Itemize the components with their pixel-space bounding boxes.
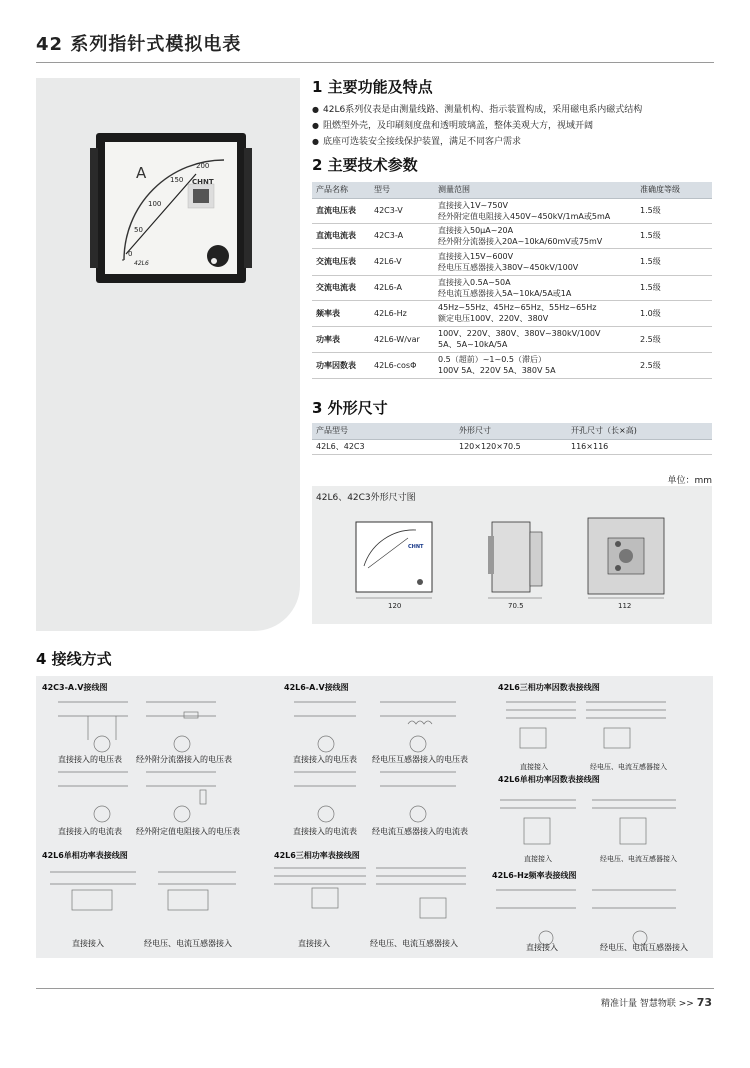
col-header: 开孔尺寸（长×高) bbox=[567, 423, 712, 439]
wiring-label: 直接接入的电压表 bbox=[293, 755, 357, 764]
table-row: 功率表 42L6-W/var 100V、220V、380V、380V~380kV/100V 5A、5A~10kA/5A 2.5级 bbox=[312, 326, 712, 352]
feature-list bbox=[312, 102, 712, 150]
footer-slogan: 精准计量 智慧物联 >> bbox=[601, 999, 694, 1009]
col-header: 外形尺寸 bbox=[455, 423, 567, 439]
page-number: 73 bbox=[696, 996, 712, 1009]
wiring-label: 直接接入的电流表 bbox=[293, 827, 357, 836]
wiring-lines bbox=[36, 676, 713, 958]
wiring-title-dc: 42C3-A.V接线图 bbox=[42, 683, 108, 692]
feature-item: ● 42L6系列仪表是由测量线路、测量机构、指示装置构成，采用磁电系内磁式结构 bbox=[312, 105, 643, 115]
feature-item: ● 阻燃型外壳，及印刷刻度盘和透明玻璃盖，整体美观大方，视域开阔 bbox=[312, 121, 594, 131]
wiring-label: 经电压互感器接入的电压表 bbox=[372, 755, 468, 764]
wiring-title-hz: 42L6-Hz频率表接线图 bbox=[492, 871, 577, 880]
table-row: 交流电流表 42L6-A 直接接入0.5A~50A 经电流互感器接入5A~10kA/5A或1A 1.5级 bbox=[312, 275, 712, 300]
section3-heading: 3 外形尺寸 bbox=[312, 399, 388, 417]
dimension-table bbox=[312, 423, 712, 455]
product-photo-panel bbox=[36, 78, 300, 631]
col-header: 型号 bbox=[370, 182, 434, 198]
dimension-caption: 42L6、42C3外形尺寸图 bbox=[316, 493, 416, 503]
meter-scale-100: 100 bbox=[148, 200, 162, 208]
footer-divider bbox=[36, 988, 714, 989]
wiring-title-p3: 42L6三相功率表接线图 bbox=[274, 851, 360, 860]
dim-cutout: 112 bbox=[618, 602, 632, 610]
meter-illustration bbox=[36, 78, 300, 631]
wiring-label: 直接接入 bbox=[524, 855, 552, 863]
table-row: 直流电流表 42C3-A 直接接入50μA~20A 经外附分流器接入20A~10kA/60mV或75mV 1.5级 bbox=[312, 223, 712, 248]
col-header: 产品名称 bbox=[312, 182, 370, 198]
dim-width: 120 bbox=[388, 602, 402, 610]
meter-unit-letter: A bbox=[136, 164, 147, 182]
wiring-title-ac: 42L6-A.V接线图 bbox=[284, 683, 349, 692]
wiring-label: 直接接入 bbox=[520, 763, 548, 771]
section4-heading: 4 接线方式 bbox=[36, 650, 112, 668]
wiring-label: 经电压、电流互感器接入 bbox=[144, 939, 232, 948]
wiring-title-pf1: 42L6单相功率因数表接线图 bbox=[498, 775, 600, 784]
wiring-label: 经电压、电流互感器接入 bbox=[600, 855, 677, 863]
col-header: 测量范围 bbox=[434, 182, 636, 198]
table-row: 功率因数表 42L6-cosΦ 0.5（超前）~1~0.5（滞后） 100V 5A、220V 5A、380V 5A 2.5级 bbox=[312, 352, 712, 378]
wiring-label: 经电压、电流互感器接入 bbox=[590, 763, 667, 771]
wiring-label: 直接接入 bbox=[72, 939, 104, 948]
table-row: 直流电压表 42C3-V 直接接入1V~750V 经外附定值电阻接入450V~450kV/1mA或5mA 1.5级 bbox=[312, 198, 712, 223]
wiring-label: 经外附定值电阻接入的电压表 bbox=[136, 827, 240, 836]
table-row: 交流电压表 42L6-V 直接接入15V~600V 经电压互感器接入380V~450kV/100V 1.5级 bbox=[312, 248, 712, 275]
meter-scale-50: 50 bbox=[134, 226, 143, 234]
table-row: 频率表 42L6-Hz 45Hz~55Hz、45Hz~65Hz、55Hz~65Hz 额定电压100V、220V、380V 1.0级 bbox=[312, 300, 712, 326]
wiring-label: 直接接入的电压表 bbox=[58, 755, 122, 764]
col-header: 准确度等级 bbox=[636, 182, 712, 198]
wiring-label: 直接接入 bbox=[526, 943, 558, 952]
section1-heading: 1 主要功能及特点 bbox=[312, 78, 433, 96]
wiring-label: 直接接入的电流表 bbox=[58, 827, 122, 836]
section2-heading: 2 主要技术参数 bbox=[312, 156, 418, 174]
dimension-diagram bbox=[312, 486, 712, 624]
feature-item: ● 底座可选装安全接线保护装置，满足不同客户需求 bbox=[312, 137, 522, 147]
wiring-label: 经电压、电流互感器接入 bbox=[370, 939, 458, 948]
dim-depth: 70.5 bbox=[508, 602, 524, 610]
col-header: 产品型号 bbox=[312, 423, 455, 439]
page-title: 42 系列指针式模拟电表 bbox=[36, 34, 242, 55]
meter-scale-0: 0 bbox=[128, 250, 133, 258]
meter-scale-150: 150 bbox=[170, 176, 184, 184]
meter-scale-200: 200 bbox=[196, 162, 210, 170]
wiring-label: 经电压、电流互感器接入 bbox=[600, 943, 688, 952]
footer bbox=[601, 996, 712, 1009]
wiring-label: 直接接入 bbox=[298, 939, 330, 948]
dim-brand: CHNT bbox=[408, 544, 424, 550]
wiring-diagrams bbox=[36, 676, 713, 958]
tech-params-table bbox=[312, 182, 712, 379]
meter-brand: CHNT bbox=[192, 178, 214, 186]
meter-model: 42L6 bbox=[134, 260, 149, 267]
wiring-title-pf3: 42L6三相功率因数表接线图 bbox=[498, 683, 600, 692]
wiring-title-p1: 42L6单相功率表接线图 bbox=[42, 851, 128, 860]
table-header-row bbox=[312, 182, 712, 198]
unit-label: 单位：mm bbox=[667, 476, 712, 486]
table-row: 42L6、42C3 120×120×70.5 116×116 bbox=[312, 439, 712, 454]
table-header-row bbox=[312, 423, 712, 439]
wiring-label: 经外附分流器接入的电压表 bbox=[136, 755, 232, 764]
title-divider bbox=[36, 62, 714, 63]
wiring-label: 经电流互感器接入的电流表 bbox=[372, 827, 468, 836]
